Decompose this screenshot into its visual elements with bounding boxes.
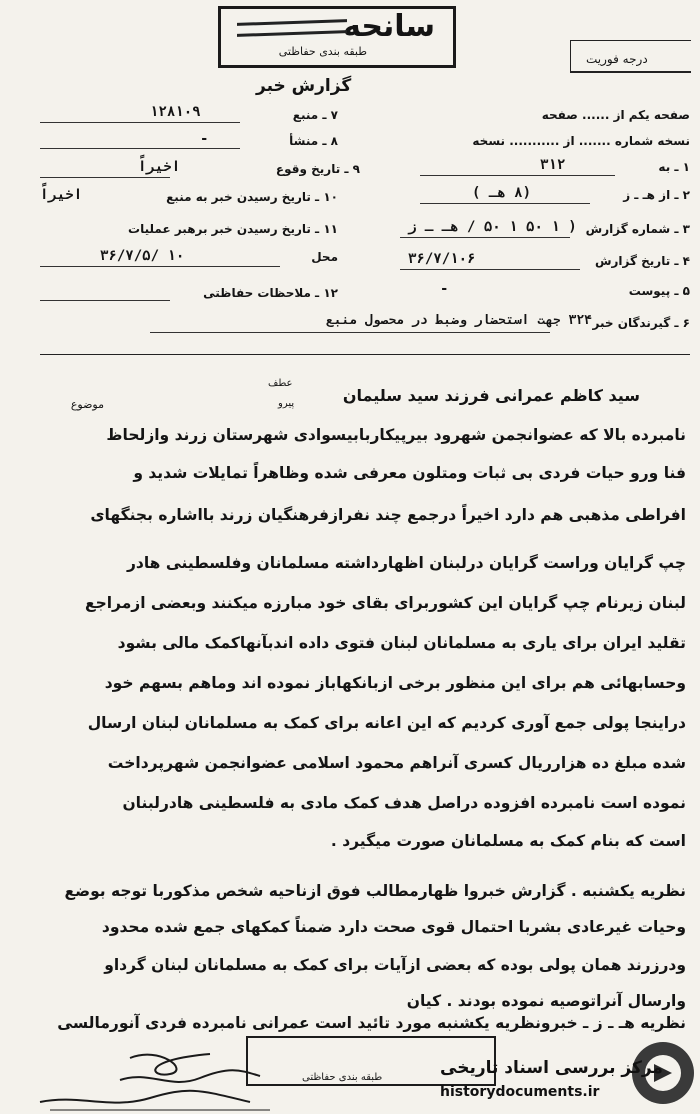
field-place-label: محل	[311, 250, 338, 264]
classification-stamp	[218, 6, 456, 68]
body-line-5: لبنان زیرنام چپ گرایان این کشوربرای بقای خود مبارزه میکنند وبعضی ازمراجع	[84, 594, 686, 612]
field-source-received-label: ۱۰ ـ تاریخ رسیدن خبر به منبع	[166, 190, 338, 204]
rule-recipients	[150, 332, 550, 333]
field-attachment-label: ۵ ـ پیوست	[628, 284, 690, 298]
rule-place	[40, 266, 280, 267]
field-report-number-value: ( ۱ ۵۰ ۱ ۵۰ / هـ ـ ز	[408, 219, 577, 235]
report-title: گزارش خبر	[256, 76, 352, 96]
field-event-date-label: ۹ ـ تاریخ وقوع	[275, 162, 360, 176]
body-line-4: چپ گرایان وراست گرایان درلبنان اظهارداشته مسلمانان وفلسطینی هادر	[126, 554, 686, 572]
rule-security-notes	[40, 300, 170, 301]
stamp-word: ﺳﺎﻧﺤﻪ	[343, 9, 435, 44]
rule-report-number	[400, 237, 570, 238]
rule-event-date	[40, 177, 170, 178]
field-source-value: ۱۲۸۱۰۹	[150, 104, 201, 120]
field-recipients-label: ۶ ـ گیرندگان خبر	[592, 316, 690, 330]
opinion1-line-3: ودرزرند همان پولی بوده که بعضی ازآیات برای کمک به مسلمانان لبنان گرداو	[104, 956, 686, 974]
body-line-3: افراطی مذهبی هم دارد اخیراً درجمع چند نفرازفرهنگیان زرند بااشاره بجنگهای	[90, 506, 686, 524]
field-source-label: ۷ ـ منبع	[292, 108, 338, 122]
subject-label: موضوع	[70, 398, 104, 411]
watermark-url: historydocuments.ir	[440, 1084, 600, 1100]
field-page-count: صفحه یکم از ...... صفحه	[541, 108, 690, 122]
field-attachment-value: -	[440, 281, 449, 297]
body-line-1: نامبرده بالا که عضوانجمن شهرود بیرپیکاربابیسوادی شهرستان زرند وازلحاظ	[106, 426, 686, 444]
rule-source	[40, 122, 240, 123]
field-origin-label: ۸ ـ منشأ	[289, 134, 338, 148]
field-recipients-value: ۳۲۴ جهت استحضار وضبط در محصول منبع	[325, 313, 592, 328]
field-report-date-value: ۳۶/۷/۱۰۶	[408, 251, 476, 267]
field-ops-received-label: ۱۱ ـ تاریخ رسیدن خبر برهبر عملیات	[128, 222, 338, 236]
opinion1-line-4: وارسال آنراتوصیه نموده بودند . کیان	[406, 992, 686, 1010]
priority-label: درجه فوریت	[586, 52, 648, 66]
rule-from	[420, 203, 590, 204]
rule-origin	[40, 148, 240, 149]
separator-line	[40, 354, 690, 355]
body-line-10: نموده است نامبرده افزوده دراصل هدف کمک مادی به فلسطینی هادرلبنان	[122, 794, 686, 812]
stamp-classification: طبقه بندی حفاظتی	[278, 45, 367, 58]
body-line-8: دراینجا پولی جمع آوری کردیم که این اعانه برای کمک به مسلمانان لبنان ارسال	[87, 714, 686, 732]
field-origin-value: -	[200, 131, 209, 147]
body-line-11: است که بنام کمک به مسلمانان صورت میگیرد .	[330, 832, 686, 850]
opinion1-line-2: وحیات غیرعادی بشربا احتمال قوی صحت دارد ضمناً کمکهای جمع شده محدود	[101, 918, 686, 936]
field-from-label: ۲ ـ از هـ ـ ز	[623, 188, 690, 202]
subject-note-above: عطف	[268, 378, 293, 389]
subject-text: سید کاظم عمرانی فرزند سید سلیمان	[342, 386, 640, 405]
signature-scribbles	[20, 1040, 290, 1114]
field-report-number-label: ۳ ـ شماره گزارش	[585, 222, 690, 236]
bottom-stamp-text: طبقه بندی حفاظتی	[302, 1072, 383, 1083]
opinion2-line: نظریه هـ ـ ز ـ خبرونظریه یکشنبه مورد تائید است عمرانی نامبرده فردی آنورمالسی	[57, 1014, 686, 1032]
field-event-date-value: اخیراً	[138, 159, 181, 175]
stamp-strikethrough	[237, 19, 347, 37]
field-place-value: ۳۶/۷/۵/ ۱۰	[100, 248, 185, 264]
field-from-value: (۸ هـ )	[472, 185, 532, 201]
body-line-6: تقلید ایران برای یاری به مسلمانان لبنان فتوی داده اندبآنهاکمک مالی بشود	[117, 634, 686, 652]
field-report-date-label: ۴ ـ تاریخ گزارش	[594, 254, 690, 268]
body-line-9: شده مبلغ ده هزارریال کسری آنراهم محمود اسلامی عضوانجمن شهرپرداخت	[107, 754, 686, 772]
rule-report-date	[400, 269, 580, 270]
field-source-received-value: اخیراً	[40, 187, 83, 203]
field-to-label: ۱ ـ به	[658, 160, 690, 174]
body-line-2: فنا ورو حیات فردی بی ثبات ومتلون معرفی شده وظاهراً تمایلات شدید و	[133, 464, 686, 482]
field-to-value: ۳۱۲	[540, 157, 566, 173]
opinion1-line-1: نظریه یکشنبه . گزارش خبروا ظهارمطالب فوق ازناحیه شخص مذکوربا توجه بوضع	[64, 882, 686, 900]
field-security-notes-label: ۱۲ ـ ملاحظات حفاظتی	[203, 286, 338, 300]
subject-note-below: پیرو	[278, 398, 295, 409]
rule-to	[420, 175, 615, 176]
body-line-7: وحسابهائی هم برای این منظور برخی ازبانکهاباز نموده اند وماهم بسهم خود	[104, 674, 686, 692]
watermark-title: مرکز بررسی اسناد تاریخی	[440, 1058, 663, 1078]
field-copy-number: نسخه شماره ....... از ........... نسخه	[472, 134, 690, 148]
